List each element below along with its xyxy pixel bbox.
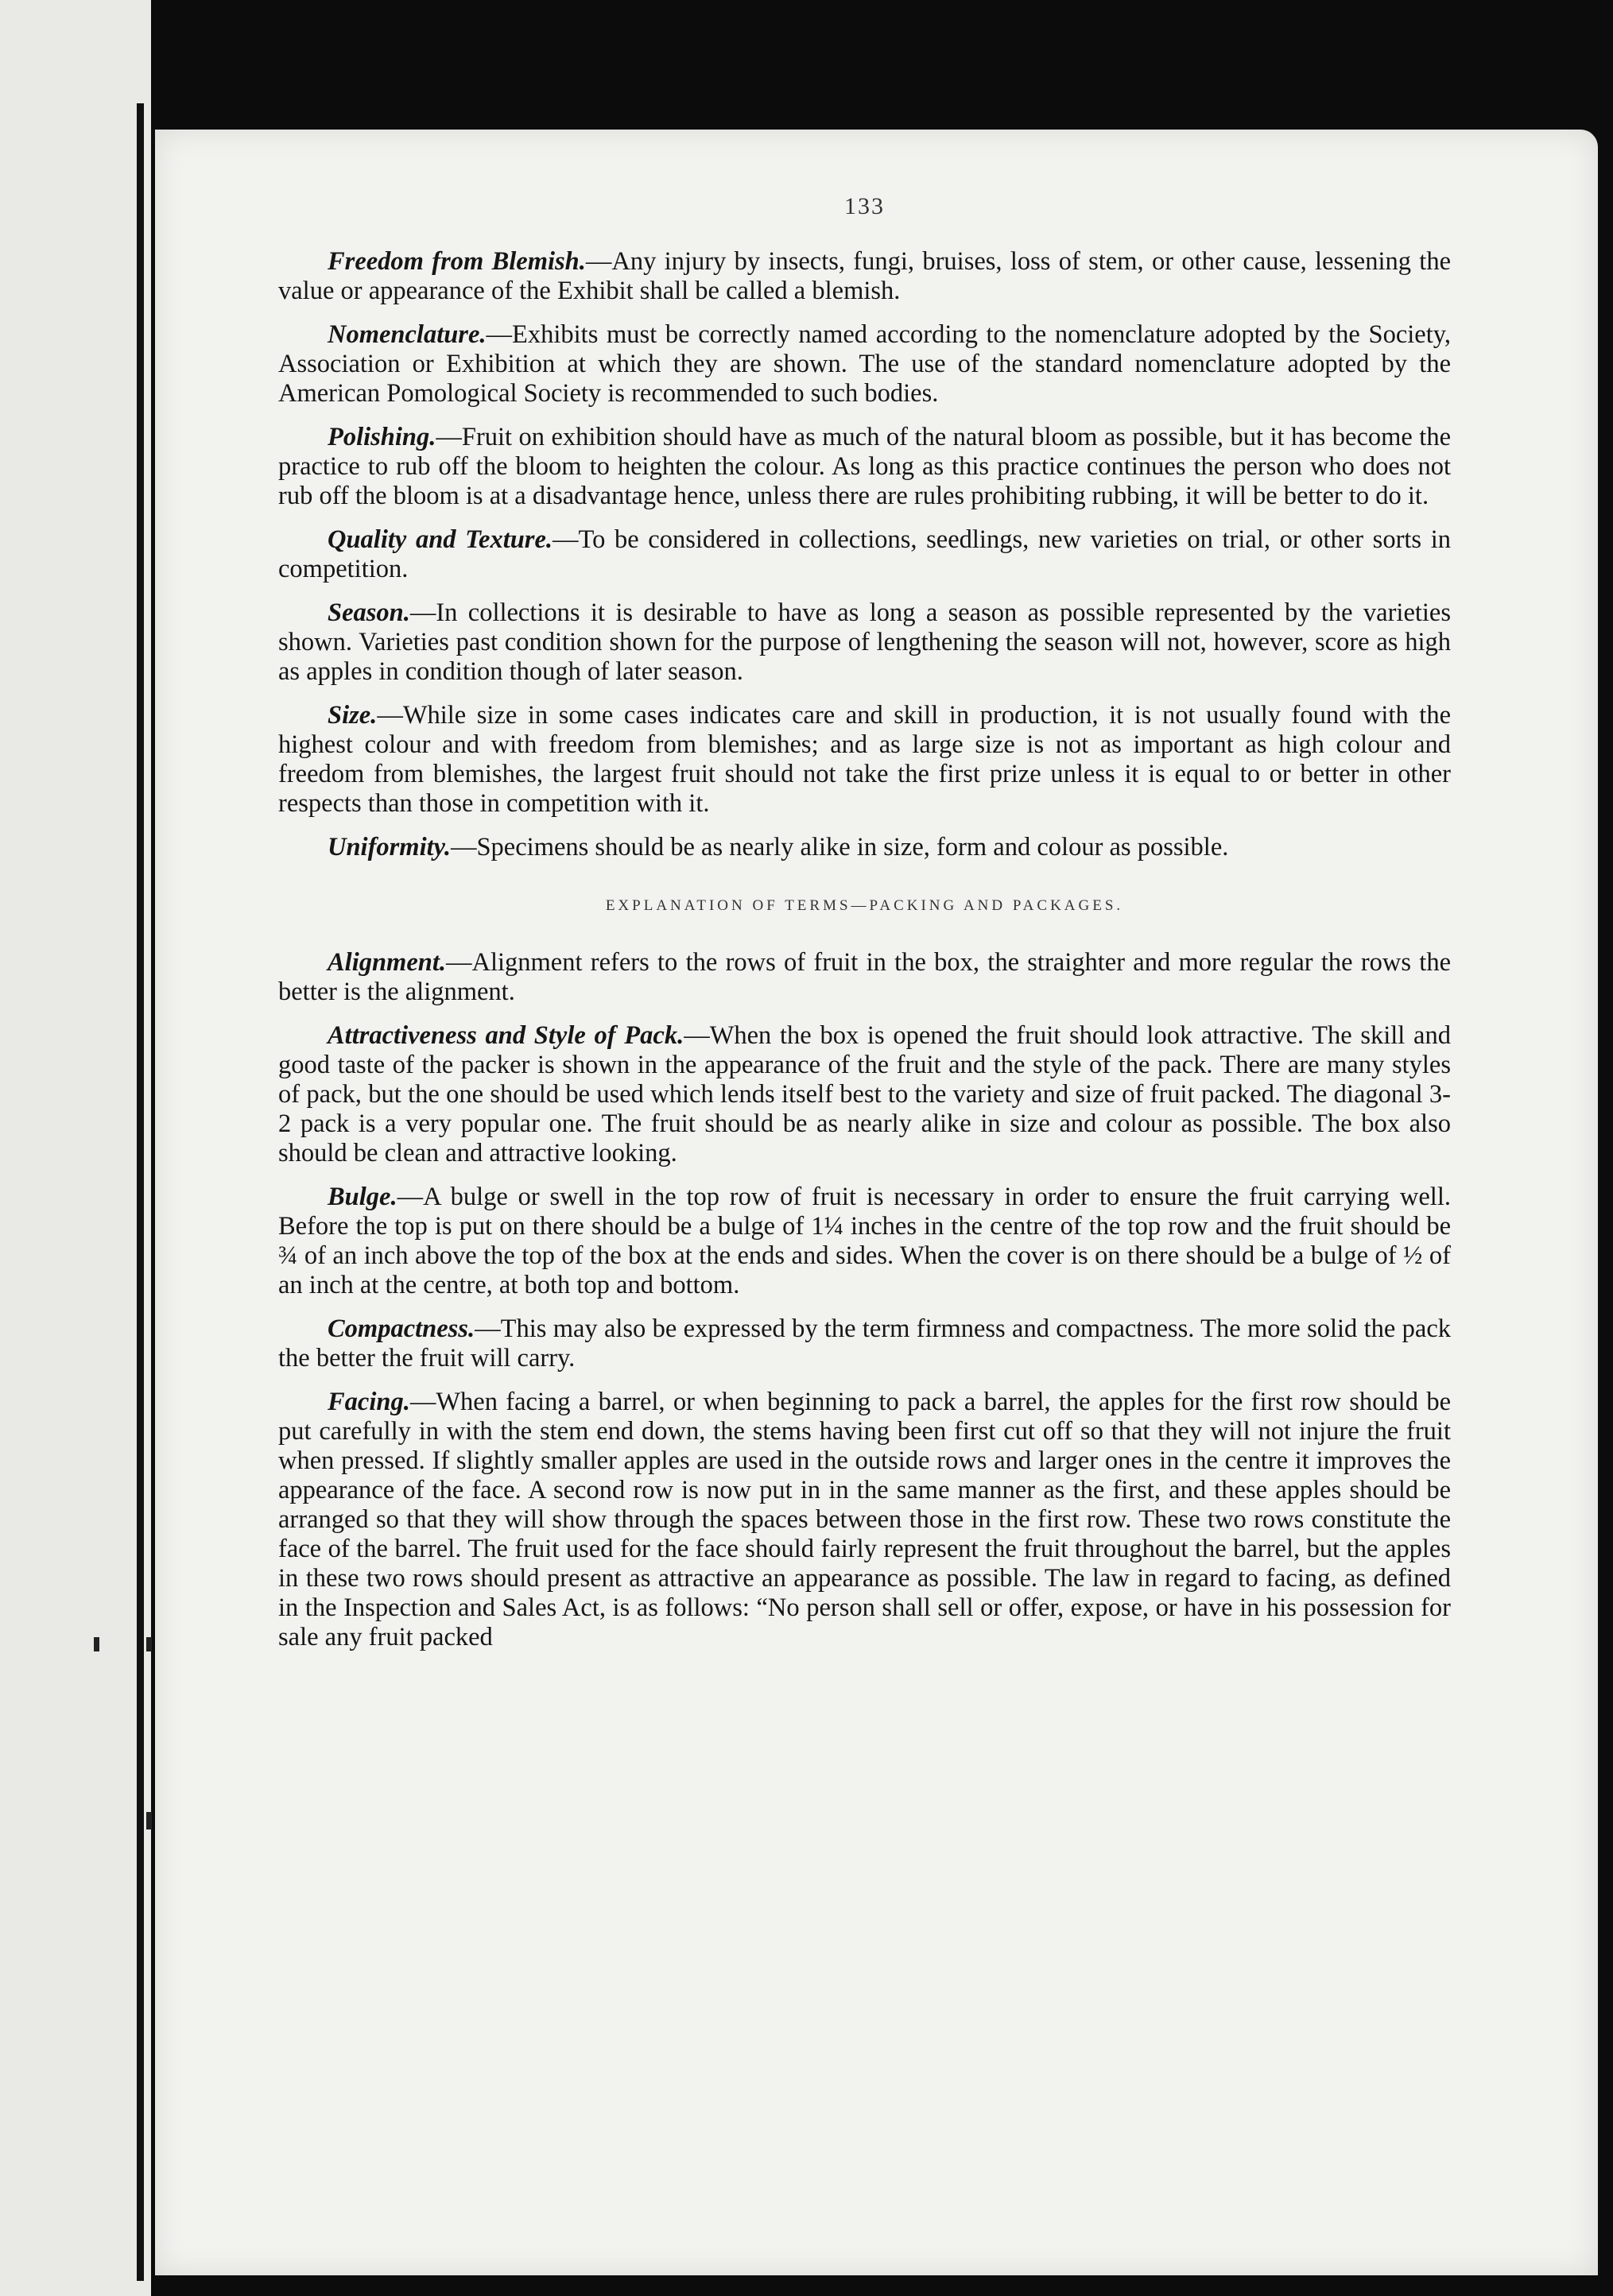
paragraph-text: —To be considered in collections, seedlings, new varieties on trial, or other sorts in competition. xyxy=(278,525,1451,583)
term-label: Compactness. xyxy=(328,1314,475,1343)
paragraph-freedom-from-blemish xyxy=(278,247,1451,306)
paragraph-quality-and-texture xyxy=(278,525,1451,584)
gutter-mark xyxy=(146,1812,152,1829)
scan-left-margin xyxy=(0,0,151,2296)
term-label: Polishing. xyxy=(328,423,436,451)
paragraph-uniformity xyxy=(278,833,1451,862)
term-label: Freedom from Blemish. xyxy=(328,247,586,276)
paragraph-text: —Any injury by insects, fungi, bruises, loss of stem, or other cause, lessening the value or appearance of the Exhibit shall be called a blemish. xyxy=(278,247,1451,305)
paragraph-text: —Alignment refers to the rows of fruit in the box, the straighter and more regular the rows the better is the alignment. xyxy=(278,948,1451,1006)
paragraph-polishing xyxy=(278,423,1451,511)
term-label: Nomenclature. xyxy=(328,320,487,349)
paragraph-text: —Exhibits must be correctly named according to the nomenclature adopted by the Society, Association or Exhibition at which they are shown. The use of the standard nomenclature adopted by the American Pomological Society is recommended to such bodies. xyxy=(278,320,1451,408)
paragraph-facing xyxy=(278,1388,1451,1652)
book-page xyxy=(155,130,1598,2275)
term-label: Bulge. xyxy=(328,1183,397,1211)
paragraph-alignment xyxy=(278,948,1451,1007)
paragraph-season xyxy=(278,598,1451,687)
gutter-mark xyxy=(146,1637,152,1651)
binding-gutter-line xyxy=(137,103,144,2281)
term-label: Facing. xyxy=(328,1388,410,1416)
paragraph-text: —While size in some cases indicates care and skill in production, it is not usually found with the highest colour and with freedom from blemishes; and as large size is not as important as high colour and freedom from blemishes, the largest fruit should not take the first prize unless it is equal to or better in other respects than those in competition with it. xyxy=(278,701,1451,818)
paragraph-attractiveness xyxy=(278,1021,1451,1168)
paragraph-compactness xyxy=(278,1314,1451,1373)
term-label: Uniformity. xyxy=(328,833,451,861)
term-label: Season. xyxy=(328,598,410,627)
paragraph-bulge xyxy=(278,1183,1451,1300)
packing-terms-section xyxy=(278,948,1451,1652)
paragraph-size xyxy=(278,701,1451,819)
paragraph-text: —In collections it is desirable to have as long a season as possible represented by the varieties shown. Varieties past condition shown for the purpose of lengthening the season will not, however, score as high as apples in condition though of later season. xyxy=(278,598,1451,686)
paragraph-text: —Fruit on exhibition should have as much of the natural bloom as possible, but it has become the practice to rub off the bloom to heighten the colour. As long as this practice continues the person who does not rub off the bloom is at a disadvantage hence, unless there are rules prohibiting rubbing, it will be better to do it. xyxy=(278,423,1451,510)
paragraph-text: —A bulge or swell in the top row of fruit is necessary in order to ensure the fruit carrying well. Before the top is put on there should be a bulge of 1¼ inches in the centre of the top row and the fruit should be ¾ of an inch above the top of the box at the ends and sides. When the cover is on there should be a bulge of ½ of an inch at the centre, at both top and bottom. xyxy=(278,1183,1451,1299)
paragraph-text: —Specimens should be as nearly alike in size, form and colour as possible. xyxy=(450,833,1229,861)
scoring-terms-section xyxy=(278,247,1451,862)
term-label: Quality and Texture. xyxy=(328,525,553,554)
page-number: 133 xyxy=(844,193,885,219)
term-label: Alignment. xyxy=(328,948,446,977)
gutter-mark xyxy=(94,1637,99,1651)
page-content xyxy=(278,193,1451,1667)
term-label: Attractiveness and Style of Pack. xyxy=(328,1021,684,1050)
paragraph-nomenclature xyxy=(278,320,1451,408)
paragraph-text: —This may also be expressed by the term firmness and compactness. The more solid the pack the better the fruit will carry. xyxy=(278,1314,1451,1373)
term-label: Size. xyxy=(328,701,378,730)
paragraph-text: —When facing a barrel, or when beginning to pack a barrel, the apples for the first row should be put carefully in with the stem end down, the stems having been first cut off so that they will not injure the fruit when pressed. If slightly smaller apples are used in the outside rows and larger ones in the centre it improves the appearance of the face. A second row is now put in in the same manner as the first, and these apples should be arranged so that they will show through the spaces between those in the first row. These two rows constitute the face of the barrel. The fruit used for the face should fairly represent the fruit throughout the barrel, but the apples in these two rows should present as attractive an appearance as possible. The law in regard to facing, as defined in the Inspection and Sales Act, is as follows: “No person shall sell or offer, expose, or have in his possession for sale any fruit packed xyxy=(278,1388,1451,1651)
section-heading: EXPLANATION OF TERMS—PACKING AND PACKAGES. xyxy=(605,897,1124,914)
paragraph-text: —When the box is opened the fruit should look attractive. The skill and good taste of the packer is shown in the appearance of the fruit and the style of the pack. There are many styles of pack, but the one should be used which lends itself best to the variety and size of fruit packed. The diagonal 3-2 pack is a very popular one. The fruit should be as nearly alike in size and colour as possible. The box also should be clean and attractive looking. xyxy=(278,1021,1451,1167)
